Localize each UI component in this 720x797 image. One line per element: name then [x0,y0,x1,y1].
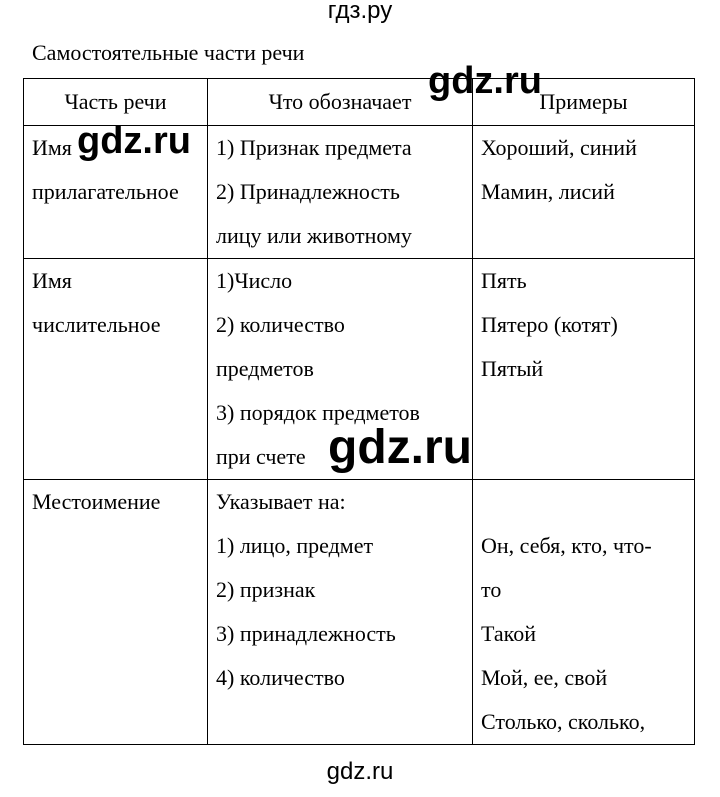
watermark: gdz.ru [77,120,191,162]
cell-line: 3) порядок предметов [216,400,420,425]
cell-line: Хороший, синий [481,135,637,160]
table-header-row [24,79,695,126]
cell-line: Пять [481,268,527,293]
cell-line: 2) количество [216,312,345,337]
cell-line: Местоимение [32,489,161,514]
watermark: gdz.ru [328,421,472,474]
cell-line: Мой, ее, свой [481,665,608,690]
header-part-of-speech: Часть речи [24,79,208,126]
cell-line: 2) Принадлежность [216,179,400,204]
site-header: гдз.ру [327,0,393,24]
cell-spacer [481,480,694,524]
examples-cell [473,126,695,259]
parts-of-speech-table [23,78,695,745]
cell-line: 1)Число [216,268,293,293]
meaning-cell [208,480,473,745]
cell-line: 4) количество [216,665,345,690]
cell-line: предметов [216,356,314,381]
cell-spacer [216,700,472,744]
cell-line: прилагательное [32,179,179,204]
cell-line: 3) принадлежность [216,621,396,646]
watermark: gdz.ru [428,60,542,102]
examples-cell [473,480,695,745]
cell-line: Такой [481,621,536,646]
table-row-pronoun [24,480,695,745]
cell-line: лицу или животному [216,223,412,248]
header-meaning: Что обозначает [208,79,473,126]
cell-line: Столько, сколько, [481,709,646,734]
cell-line: Пятый [481,356,544,381]
cell-line: Имя [32,268,72,293]
cell-line: Указывает на: [216,489,346,514]
part-cell [24,480,208,745]
cell-line: то [481,577,502,602]
meaning-cell [208,126,473,259]
cell-line: 1) лицо, предмет [216,533,374,558]
cell-line: Пятеро (котят) [481,312,618,337]
examples-cell [473,259,695,480]
cell-line: 1) Признак предмета [216,135,412,160]
part-cell [24,259,208,480]
cell-line: Он, себя, кто, что- [481,533,652,558]
cell-line: числительное [32,312,161,337]
document-title: Самостоятельные части речи [32,40,305,65]
cell-line: Мамин, лисий [481,179,615,204]
site-footer: gdz.ru [326,758,394,785]
cell-line: 2) признак [216,577,316,602]
header-examples: Примеры [473,79,695,126]
cell-line: при счете [216,444,306,469]
cell-line: Имя [32,135,72,160]
